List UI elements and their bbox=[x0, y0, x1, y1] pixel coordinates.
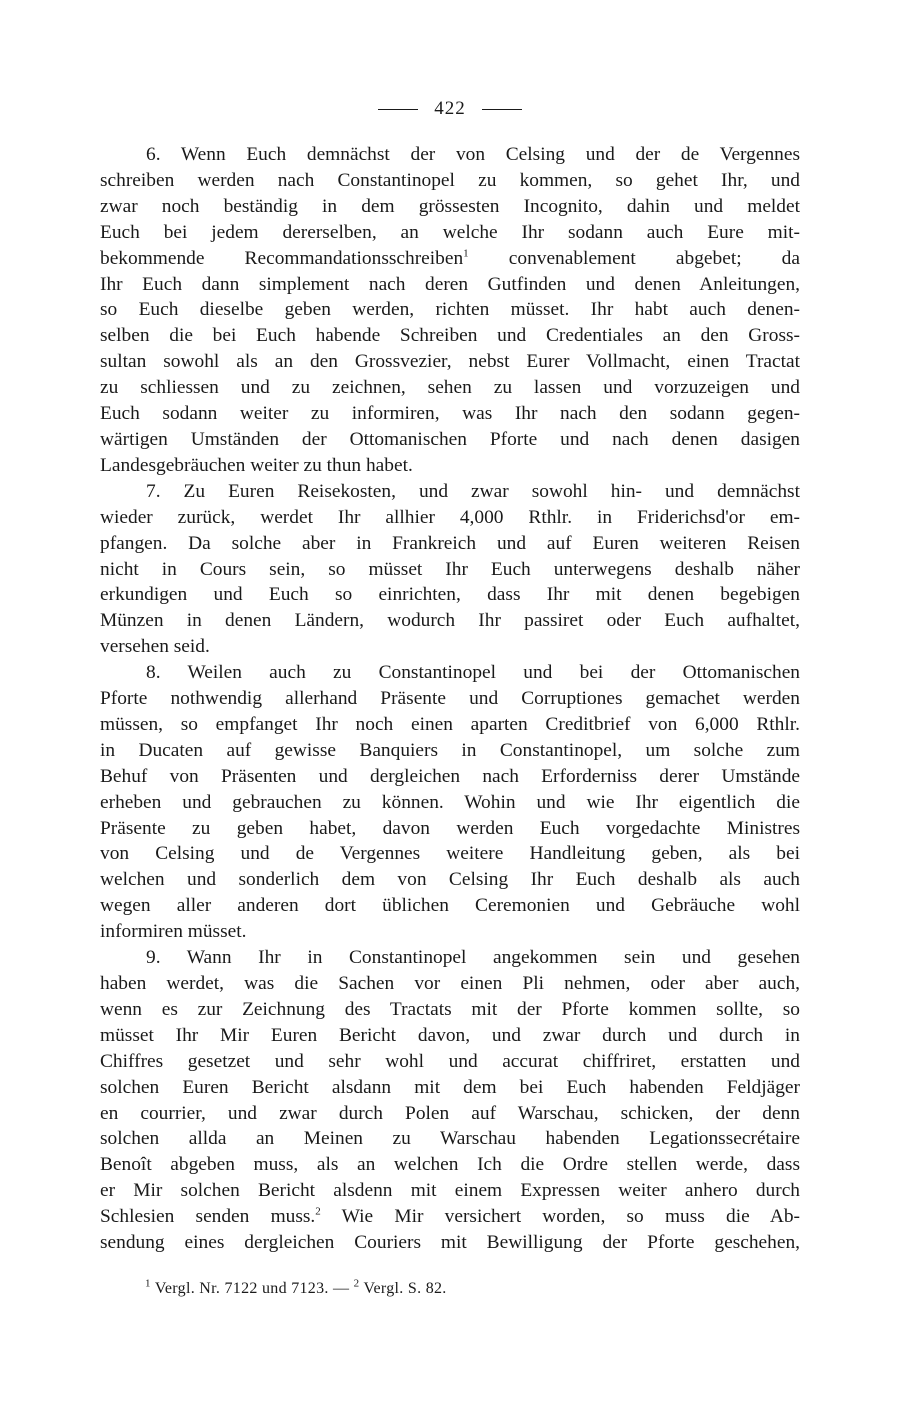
paragraph-8 bbox=[100, 660, 800, 945]
text-line bbox=[100, 1204, 800, 1230]
text-line: müssen, so empfanget Ihr noch einen aparten Creditbrief von 6,000 Rthlr. bbox=[100, 713, 800, 735]
text-line: Behuf von Präsenten und dergleichen nach Erforderniss derer Umstände bbox=[100, 765, 800, 787]
header-dash-left bbox=[378, 109, 418, 110]
text-line: selben die bei Euch habende Schreiben und Credentiales an den Gross- bbox=[100, 325, 800, 347]
footnotes bbox=[145, 1277, 800, 1298]
footnote-2-text: Vergl. S. 82. bbox=[363, 1280, 447, 1297]
text-line: informiren müsset. bbox=[100, 921, 247, 943]
page-number: 422 bbox=[434, 98, 466, 119]
text-line: in Ducaten auf gewisse Banquiers in Constantinopel, um solche zum bbox=[100, 739, 800, 761]
body-text bbox=[100, 142, 800, 1256]
text-line: so Euch dieselbe geben werden, richten müsset. Ihr habt auch denen- bbox=[100, 299, 800, 321]
footnote-marker: 2 bbox=[315, 1205, 321, 1218]
text-line: Euch bei jedem dererselben, an welche Ihr sodann auch Eure mit- bbox=[100, 221, 800, 243]
text-segment: Schlesien senden muss. bbox=[100, 1206, 316, 1228]
text-line: Landesgebräuchen weiter zu thun habet. bbox=[100, 454, 413, 476]
text-line: müsset Ihr Mir Euren Bericht davon, und zwar durch und durch in bbox=[100, 1024, 800, 1046]
text-line: er Mir solchen Bericht alsdenn mit einem Expressen weiter anhero durch bbox=[100, 1180, 800, 1202]
footnote-marker: 2 bbox=[353, 1277, 360, 1290]
paragraph-9 bbox=[100, 945, 800, 1256]
text-line: 6. Wenn Euch demnächst der von Celsing und der de Vergennes bbox=[146, 144, 800, 165]
text-line: 7. Zu Euren Reisekosten, und zwar sowohl hin- und demnächst bbox=[146, 480, 800, 502]
text-line: erheben und gebrauchen zu können. Wohin und wie Ihr eigentlich die bbox=[100, 791, 800, 813]
text-line bbox=[100, 246, 800, 272]
text-line: schreiben werden nach Constantinopel zu kommen, so gehet Ihr, und bbox=[100, 169, 800, 191]
text-segment: bekommende Recommandationsschreiben bbox=[100, 247, 464, 269]
text-line: wegen aller anderen dort üblichen Ceremonien und Gebräuche wohl bbox=[100, 895, 800, 917]
text-line: wieder zurück, werdet Ihr allhier 4,000 Rthlr. in Friderichsd'or em- bbox=[100, 506, 800, 528]
text-line: versehen seid. bbox=[100, 636, 210, 658]
page-header bbox=[100, 98, 800, 120]
text-line: Münzen in denen Ländern, wodurch Ihr passiret oder Euch aufhaltet, bbox=[100, 610, 800, 632]
text-line: pfangen. Da solche aber in Frankreich und auf Euren weiteren Reisen bbox=[100, 532, 800, 554]
text-line: von Celsing und de Vergennes weitere Handleitung geben, als bei bbox=[100, 843, 800, 865]
text-line: haben werdet, was die Sachen vor einen Pli nehmen, oder aber auch, bbox=[100, 973, 800, 994]
text-line: Ihr Euch dann simplement nach deren Gutfinden und denen Anleitungen, bbox=[100, 273, 800, 295]
text-line: Präsente zu geben habet, davon werden Euch vorgedachte Ministres bbox=[100, 817, 800, 839]
text-line: zu schliessen und zu zeichnen, sehen zu lassen und vorzuzeigen und bbox=[100, 377, 800, 399]
text-line: Chiffres gesetzet und sehr wohl und accurat chiffriret, erstatten und bbox=[100, 1050, 800, 1072]
text-line: sendung eines dergleichen Couriers mit Bewilligung der Pforte geschehen, bbox=[100, 1232, 800, 1254]
text-line: Euch sodann weiter zu informiren, was Ihr nach den sodann gegen- bbox=[100, 403, 800, 425]
text-line: solchen Euren Bericht alsdann mit dem bei Euch habenden Feldjäger bbox=[100, 1076, 800, 1098]
text-line: zwar noch beständig in dem grössesten Incognito, dahin und meldet bbox=[100, 195, 800, 217]
footnote-1-text: Vergl. Nr. 7122 und 7123. — bbox=[154, 1280, 354, 1297]
text-line: sultan sowohl als an den Grossvezier, nebst Eurer Vollmacht, einen Tractat bbox=[100, 351, 800, 373]
text-line: 8. Weilen auch zu Constantinopel und bei der Ottomanischen bbox=[146, 662, 800, 684]
text-line: Benoît abgeben muss, als an welchen Ich die Ordre stellen werde, dass bbox=[100, 1154, 800, 1176]
paragraph-6 bbox=[100, 142, 800, 479]
text-line: en courrier, und zwar durch Polen auf Warschau, schicken, der denn bbox=[100, 1102, 800, 1124]
text-line: solchen allda an Meinen zu Warschau habenden Legationssecrétaire bbox=[100, 1128, 800, 1150]
footnote-marker: 1 bbox=[145, 1277, 151, 1290]
text-line: welchen und sonderlich dem von Celsing Ihr Euch deshalb als auch bbox=[100, 869, 800, 891]
text-segment: convenablement abgebet; da bbox=[468, 247, 800, 269]
text-line: wenn es zur Zeichnung des Tractats mit der Pforte kommen sollte, so bbox=[100, 998, 800, 1020]
text-line: Pforte nothwendig allerhand Präsente und Corruptiones gemachet werden bbox=[100, 688, 800, 710]
header-dash-right bbox=[482, 109, 522, 110]
paragraph-7 bbox=[100, 479, 800, 660]
text-line: wärtigen Umständen der Ottomanischen Pforte und nach denen dasigen bbox=[100, 428, 800, 450]
text-line: erkundigen und Euch so einrichten, dass Ihr mit denen begebigen bbox=[100, 584, 800, 606]
text-line: 9. Wann Ihr in Constantinopel angekommen sein und gesehen bbox=[146, 947, 800, 969]
text-segment: Wie Mir versichert worden, so muss die Ab- bbox=[320, 1206, 800, 1228]
footnote-marker: 1 bbox=[463, 247, 469, 260]
text-line: nicht in Cours sein, so müsset Ihr Euch unterwegens deshalb näher bbox=[100, 558, 800, 580]
